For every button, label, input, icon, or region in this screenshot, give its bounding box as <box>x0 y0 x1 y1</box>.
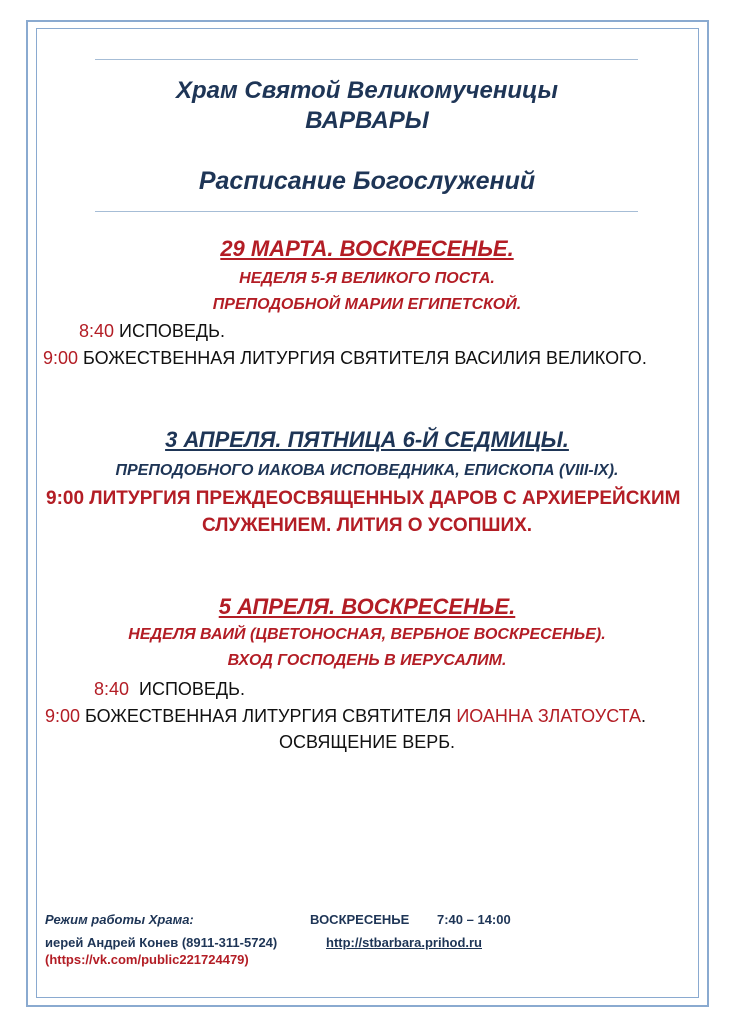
service-time: 8:40 <box>94 679 130 699</box>
event-subtitle: НЕДЕЛЯ ВАИЙ (ЦВЕТОНОСНАЯ, ВЕРБНОЕ ВОСКРЕСЕНЬЕ). <box>128 626 606 643</box>
event-subtitle: ВХОД ГОСПОДЕНЬ В ИЕРУСАЛИМ. <box>227 652 507 669</box>
service-line <box>46 488 681 510</box>
hours-day: ВОСКРЕСЕНЬЕ <box>310 912 410 927</box>
service-time: 9:00 <box>43 348 79 368</box>
event-date: 29 МАРТА. ВОСКРЕСЕНЬЕ. <box>220 236 514 261</box>
service-highlight: ИОАННА ЗЛАТОУСТА <box>456 706 641 726</box>
service-time: 9:00 <box>46 488 85 509</box>
service-text: ЛИТУРГИЯ ПРЕЖДЕОСВЯЩЕННЫХ ДАРОВ С АРХИЕРЕЙСКИМ <box>84 488 681 509</box>
service-text: ИСПОВЕДЬ. <box>129 679 245 699</box>
service-line <box>94 679 245 700</box>
top-rule <box>95 59 638 60</box>
vk-link[interactable]: (https://vk.com/public221724479) <box>45 952 249 967</box>
service-line: СЛУЖЕНИЕМ. ЛИТИЯ О УСОПШИХ. <box>201 515 533 536</box>
service-text-end: . <box>641 706 647 726</box>
priest-contact: иерей Андрей Конев (8911-311-5724) <box>45 935 278 950</box>
service-line: ОСВЯЩЕНИЕ ВЕРБ. <box>278 732 456 752</box>
service-line <box>79 321 225 342</box>
church-title-line1: Храм Святой Великомученицы <box>175 77 559 104</box>
website-link[interactable] <box>326 935 482 950</box>
church-title-line2: ВАРВАРЫ <box>305 107 429 134</box>
service-time: 9:00 <box>45 706 81 726</box>
header-bottom-rule <box>95 211 638 212</box>
service-line <box>43 348 647 369</box>
service-text: БОЖЕСТВЕННАЯ ЛИТУРГИЯ СВЯТИТЕЛЯ ВАСИЛИЯ ВЕЛИКОГО. <box>78 348 647 368</box>
event-subtitle: ПРЕПОДОБНОГО ИАКОВА ИСПОВЕДНИКА, ЕПИСКОПА (VIII-IX). <box>115 462 619 479</box>
event-date: 3 АПРЕЛЯ. ПЯТНИЦА 6-Й СЕДМИЦЫ. <box>165 427 569 452</box>
event-date: 5 АПРЕЛЯ. ВОСКРЕСЕНЬЕ. <box>218 594 516 619</box>
hours-label <box>45 912 194 927</box>
service-time: 8:40 <box>79 321 115 341</box>
event-subtitle: НЕДЕЛЯ 5-Я ВЕЛИКОГО ПОСТА. <box>239 270 495 287</box>
schedule-title: Расписание Богослужений <box>198 167 536 195</box>
event-subtitle: ПРЕПОДОБНОЙ МАРИИ ЕГИПЕТСКОЙ. <box>212 296 522 313</box>
service-text: БОЖЕСТВЕННАЯ ЛИТУРГИЯ СВЯТИТЕЛЯ <box>80 706 457 726</box>
hours-label-text: Режим работы Храма: <box>45 912 194 927</box>
service-text: ИСПОВЕДЬ. <box>114 321 225 341</box>
website-link-text[interactable]: http://stbarbara.prihod.ru <box>326 935 482 950</box>
church-title <box>0 76 734 136</box>
service-line <box>45 706 646 727</box>
hours-time: 7:40 – 14:00 <box>437 912 511 927</box>
